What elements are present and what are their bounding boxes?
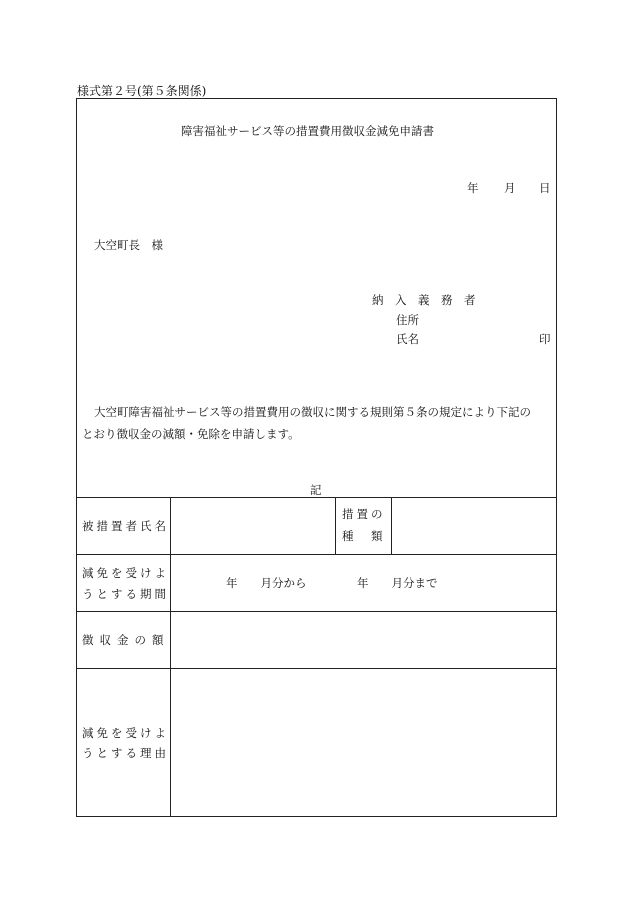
measure-type-label-line2: 種 類: [342, 529, 386, 543]
row-divider-2: [76, 611, 557, 612]
measure-type-left-divider: [335, 497, 336, 554]
row-divider-3: [76, 668, 557, 669]
measure-type-right-divider: [391, 497, 392, 554]
body-text-line1: 大空町障害福祉サービス等の措置費用の徴収に関する規則第５条の規定により下記の: [94, 405, 531, 419]
applicant-heading: 納 入 義 務 者: [372, 293, 476, 307]
reason-label-line2: うとする理由: [82, 746, 169, 760]
seal-mark: 印: [539, 332, 551, 346]
ki-heading: 記: [310, 483, 322, 497]
amount-label: 徴収金の額: [82, 633, 170, 647]
form-title: 障害福祉サービス等の措置費用徴収金減免申請書: [181, 124, 434, 138]
date-day: 日: [539, 181, 551, 195]
person-name-label: 被措置者氏名: [82, 519, 169, 533]
date-month: 月: [504, 181, 516, 195]
address-label: 住所: [396, 313, 419, 327]
period-from: 年 月分から: [226, 576, 307, 590]
row-divider-1: [76, 554, 557, 555]
period-label-line2: うとする期間: [82, 587, 169, 601]
name-label: 氏名: [396, 332, 419, 346]
date-year: 年: [467, 181, 479, 195]
reason-label-line1: 減免を受けよ: [82, 726, 169, 740]
addressee: 大空町長 様: [94, 238, 163, 252]
body-text-line2: とおり徴収金の減額・免除を申請します。: [82, 427, 300, 441]
period-label-line1: 減免を受けよ: [82, 566, 169, 580]
form-number: 様式第２号(第５条関係): [77, 84, 207, 98]
period-to: 年 月分まで: [357, 576, 438, 590]
application-form-frame: [76, 98, 557, 817]
table-top-rule: [76, 497, 557, 498]
label-column-divider: [170, 497, 171, 817]
measure-type-label-line1: 措置の: [342, 507, 386, 521]
